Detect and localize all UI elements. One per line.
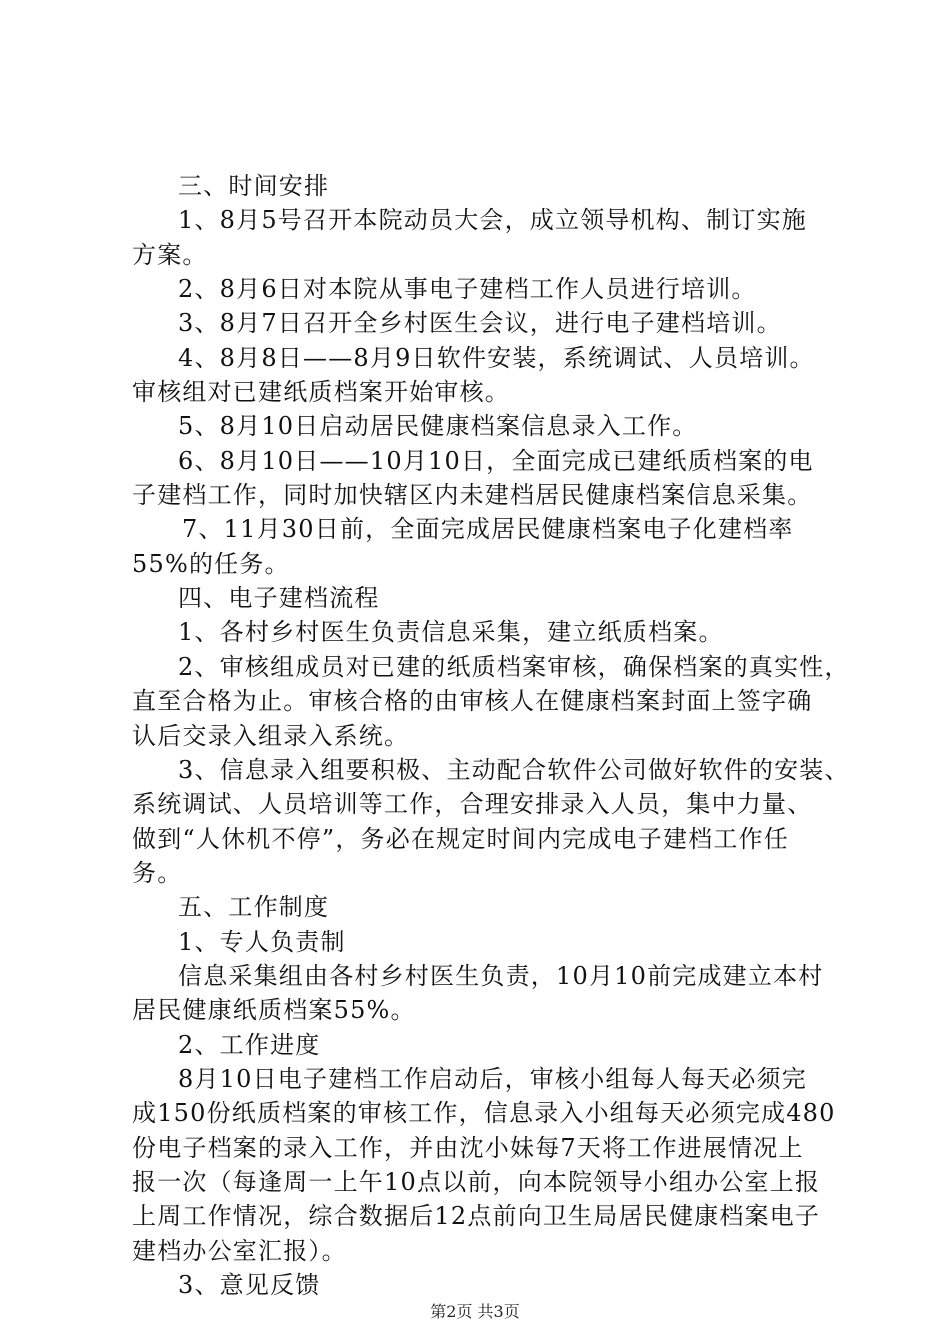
doc-line: 4、8月8日——8月9日软件安装，系统调试、人员培训。 [178, 344, 815, 372]
page-number: 第2页 共3页 [430, 1302, 520, 1321]
doc-line: 1、8月5号召开本院动员大会，成立领导机构、制订实施 [178, 206, 808, 234]
doc-line: 信息采集组由各村乡村医生负责，10月10前完成建立本村 [178, 962, 824, 990]
doc-line: 务。 [132, 859, 183, 887]
doc-line: 系统调试、人员培训等工作，合理安排录入人员，集中力量、 [132, 790, 813, 818]
doc-line: 审核组对已建纸质档案开始审核。 [132, 378, 510, 406]
doc-line: 子建档工作，同时加快辖区内未建档居民健康档案信息采集。 [132, 481, 813, 509]
doc-line: 方案。 [132, 241, 208, 269]
doc-line: 2、8月6日对本院从事电子建档工作人员进行培训。 [178, 275, 757, 303]
doc-line: 份电子档案的录入工作，并由沈小妹每7天将工作进展情况上 [132, 1134, 804, 1162]
doc-line: 四、电子建档流程 [178, 584, 380, 612]
doc-line: 8月10日电子建档工作启动后，审核小组每人每天必须完 [178, 1065, 808, 1093]
doc-line: 五、工作制度 [178, 893, 330, 921]
doc-line: 报一次（每逢周一上午10点以前，向本院领导小组办公室上报 [132, 1168, 821, 1196]
doc-line: 认后交录入组录入系统。 [132, 722, 410, 750]
doc-line: 直至合格为止。审核合格的由审核人在健康档案封面上签字确 [132, 687, 813, 715]
doc-line: 居民健康纸质档案55%。 [132, 996, 416, 1024]
doc-line: 建档办公室汇报）。 [132, 1237, 347, 1265]
doc-line: 三、时间安排 [178, 172, 330, 200]
doc-line: 3、8月7日召开全乡村医生会议，进行电子建档培训。 [178, 309, 782, 337]
doc-line: 1、各村乡村医生负责信息采集，建立纸质档案。 [178, 618, 724, 646]
doc-line: 1、专人负责制 [178, 928, 346, 956]
doc-line: 7、11月30日前，全面完成居民健康档案电子化建档率 [182, 515, 794, 543]
doc-line: 6、8月10日——10月10日，全面完成已建纸质档案的电 [178, 447, 814, 475]
doc-line: 55%的任务。 [132, 550, 290, 578]
doc-line: 5、8月10日启动居民健康档案信息录入工作。 [178, 412, 698, 440]
doc-line: 做到“人休机不停”，务必在规定时间内完成电子建档工作任 [132, 825, 789, 853]
doc-line: 成150份纸质档案的审核工作，信息录入小组每天必须完成480 [132, 1099, 836, 1127]
doc-line: 3、信息录入组要积极、主动配合软件公司做好软件的安装、 [178, 756, 850, 784]
doc-line: 2、工作进度 [178, 1031, 321, 1059]
doc-line: 3、意见反馈 [178, 1271, 321, 1299]
doc-line: 上周工作情况，综合数据后12点前向卫生局居民健康档案电子 [132, 1202, 821, 1230]
doc-line: 2、审核组成员对已建的纸质档案审核，确保档案的真实性， [178, 653, 850, 681]
